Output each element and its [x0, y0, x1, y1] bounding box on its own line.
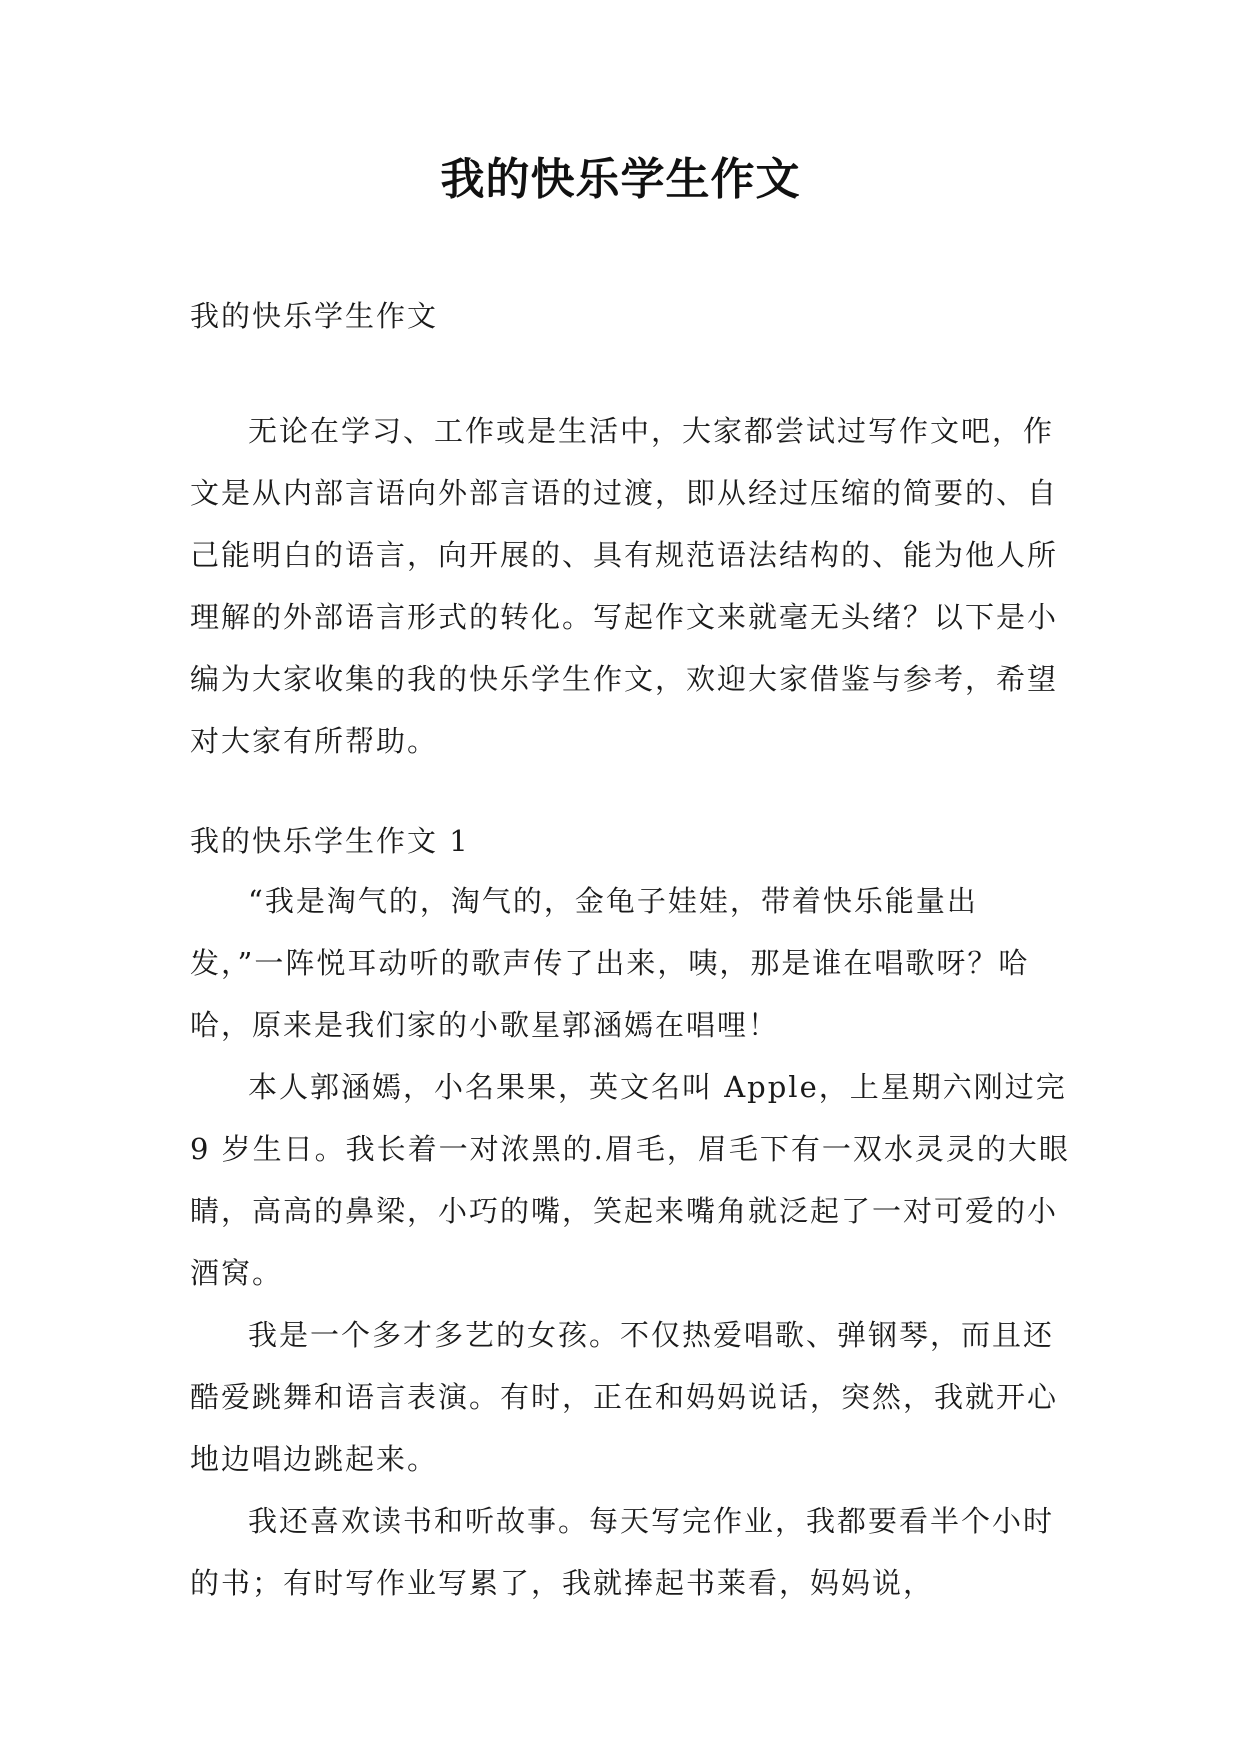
- essay-paragraph: 我还喜欢读书和听故事。每天写完作业，我都要看半个小时的书；有时写作业写累了，我就捧起书莱看，妈妈说，: [190, 1504, 1055, 1600]
- essay-paragraph: 本人郭涵嫣，小名果果，英文名叫 Apple，上星期六刚过完 9 岁生日。我长着一对浓黑的.眉毛，眉毛下有一双水灵灵的大眼睛，高高的鼻梁，小巧的嘴，笑起来嘴角就泛起了一对可爱的小酒窝。: [190, 1070, 1070, 1290]
- document-subtitle: [190, 285, 1070, 347]
- essay-body: [190, 870, 1070, 1614]
- subtitle-text: 我的快乐学生作文: [190, 299, 439, 333]
- essay-heading-block: [190, 810, 1070, 872]
- essay-paragraph: “我是淘气的，淘气的，金龟子娃娃，带着快乐能量出发，”一阵悦耳动听的歌声传了出来，咦，那是谁在唱歌呀？哈哈，原来是我们家的小歌星郭涵嫣在唱哩！: [190, 884, 1030, 1042]
- essay-heading: 我的快乐学生作文 1: [190, 824, 470, 858]
- intro-paragraph: 无论在学习、工作或是生活中，大家都尝试过写作文吧，作文是从内部言语向外部言语的过渡，即从经过压缩的简要的、自己能明白的语言，向开展的、具有规范语法结构的、能为他人所理解的外部语言形式的转化。写起作文来就毫无头绪？以下是小编为大家收集的我的快乐学生作文，欢迎大家借鉴与参考，希望对大家有所帮助。: [190, 414, 1059, 758]
- document-title: 我的快乐学生作文: [440, 154, 801, 205]
- essay-paragraph: 我是一个多才多艺的女孩。不仅热爱唱歌、弹钢琴，而且还酷爱跳舞和语言表演。有时，正在和妈妈说话，突然，我就开心地边唱边跳起来。: [190, 1318, 1059, 1476]
- intro-section: [190, 400, 1070, 772]
